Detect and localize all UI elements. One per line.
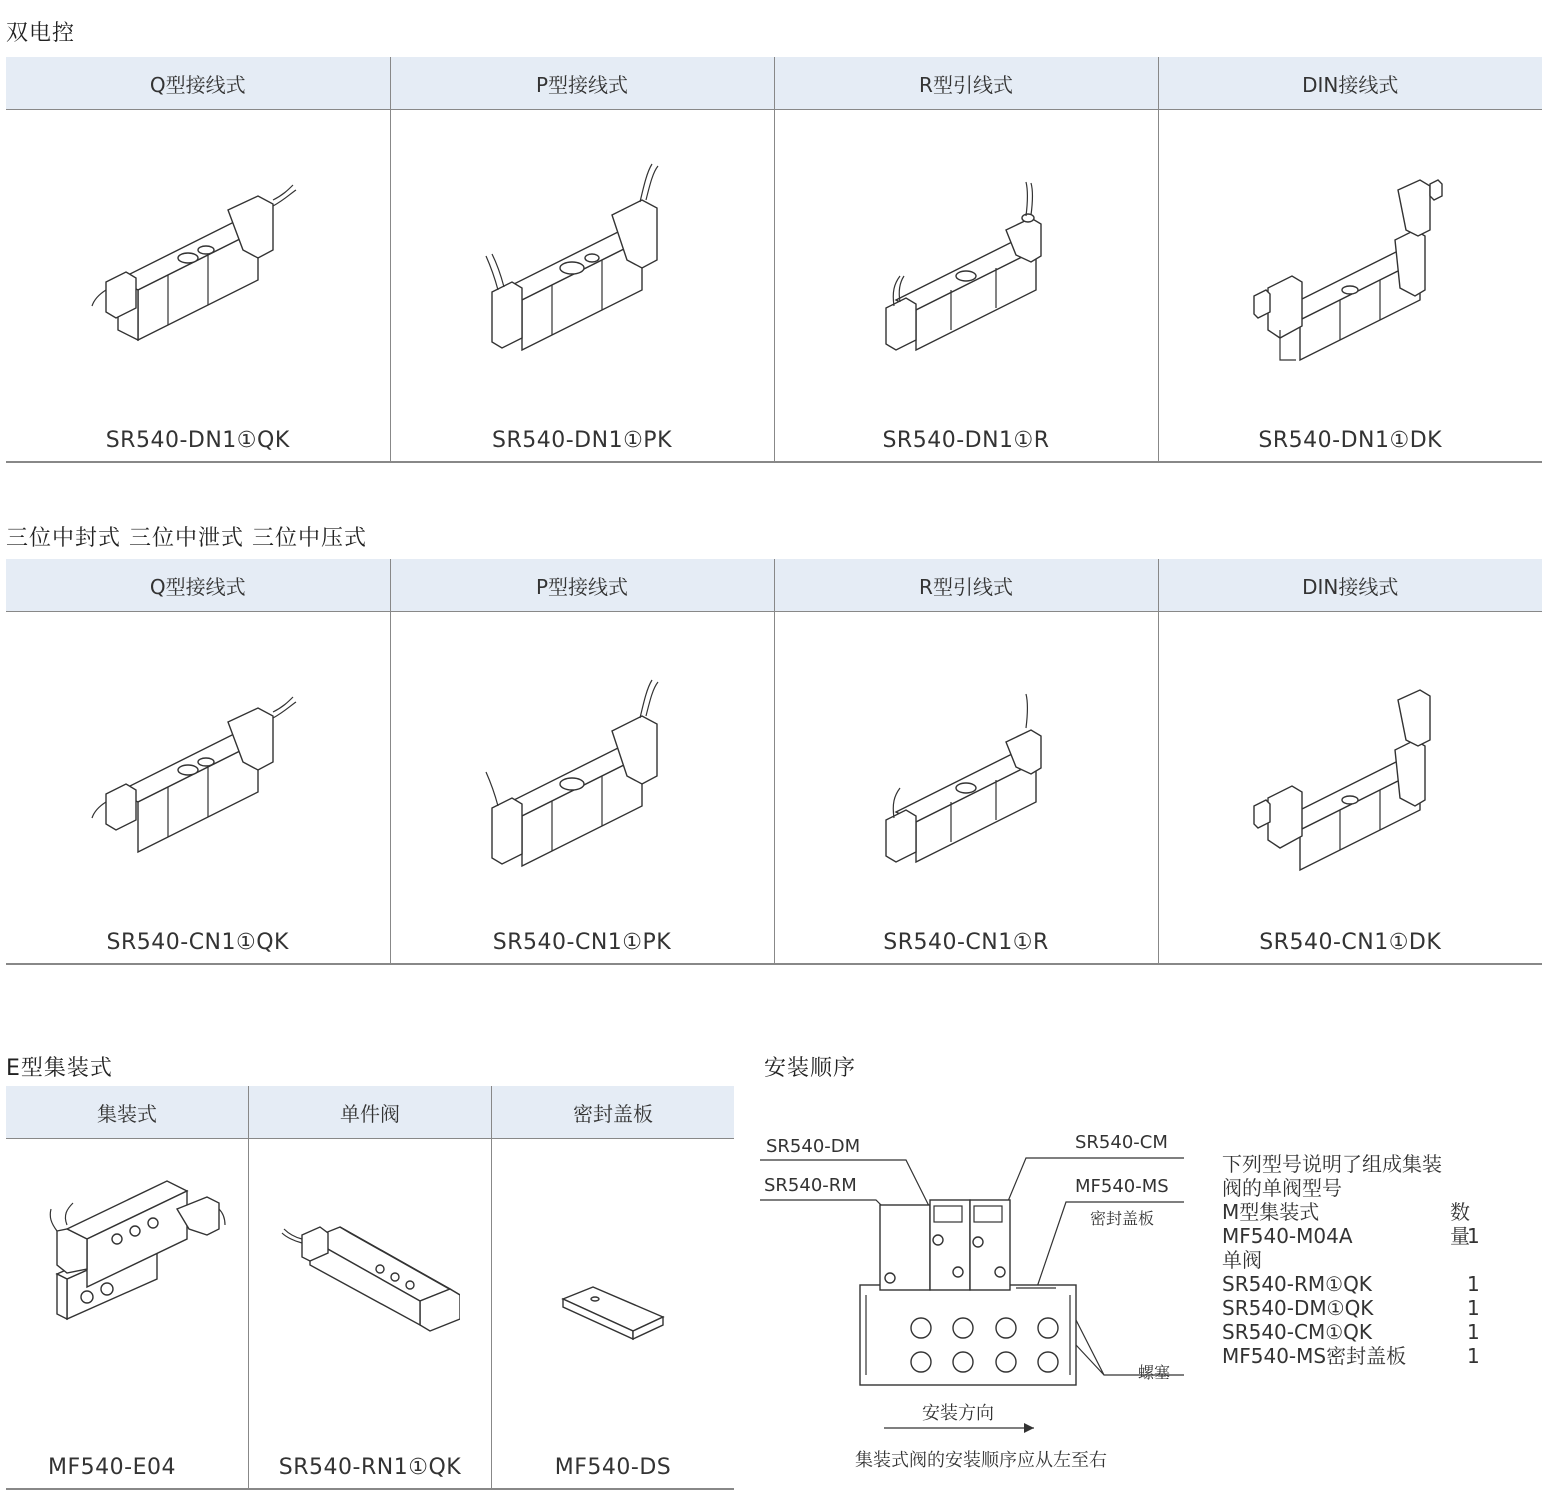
header-din: DIN接线式 xyxy=(1158,57,1542,110)
list-item-qty: 1 xyxy=(1467,1272,1480,1296)
header-cover-plate: 密封盖板 xyxy=(492,1086,735,1139)
cell-three-r xyxy=(774,612,1158,964)
model-three-p: SR540-CN1①PK xyxy=(492,930,672,955)
cell-double-q xyxy=(6,110,390,462)
model-cover-plate: MF540-DS xyxy=(554,1455,672,1480)
list-intro-1: 下列型号说明了组成集装 xyxy=(1222,1152,1442,1176)
table-three xyxy=(6,559,1542,965)
cell-three-p xyxy=(390,612,774,964)
model-three-din: SR540-CN1①DK xyxy=(1259,930,1442,955)
label-plug: 螺塞 xyxy=(1138,1363,1171,1382)
list-item xyxy=(1222,1320,1480,1344)
valve-q-image xyxy=(88,682,308,862)
cell-double-p xyxy=(390,110,774,462)
install-diagram xyxy=(756,1150,1196,1440)
cover-plate-image xyxy=(553,1279,673,1359)
model-double-r: SR540-DN1①R xyxy=(882,428,1050,453)
list-item-name: SR540-DM①QK xyxy=(1222,1296,1374,1320)
valve-r-image xyxy=(856,180,1076,360)
model-single-valve: SR540-RN1①QK xyxy=(278,1455,462,1480)
list-item-name: SR540-RM①QK xyxy=(1222,1272,1372,1296)
list-item-name: 单阀 xyxy=(1222,1248,1262,1272)
list-item-name: SR540-CM①QK xyxy=(1222,1320,1372,1344)
list-item xyxy=(1222,1272,1480,1296)
label-note: 集装式阀的安装顺序应从左至右 xyxy=(855,1450,1107,1471)
list-intro-2: 阀的单阀型号 xyxy=(1222,1176,1342,1200)
section-title-install: 安装顺序 xyxy=(764,1056,857,1081)
list-item-qty: 1 xyxy=(1467,1224,1480,1248)
list-item xyxy=(1222,1296,1480,1320)
model-three-r: SR540-CN1①R xyxy=(883,930,1049,955)
cell-three-q xyxy=(6,612,390,964)
table-double xyxy=(6,57,1542,463)
label-sr540-dm: SR540-DM xyxy=(766,1136,861,1157)
header-p: P型接线式 xyxy=(390,559,774,612)
header-r: R型引线式 xyxy=(774,57,1158,110)
valve-din-image xyxy=(1240,170,1460,370)
valve-din-image xyxy=(1240,680,1460,880)
valve-p-image xyxy=(472,676,692,876)
label-sr540-cm: SR540-CM xyxy=(1075,1132,1168,1153)
list-item xyxy=(1222,1248,1442,1272)
list-item-name: MF540-MS密封盖板 xyxy=(1222,1344,1407,1368)
model-three-q: SR540-CN1①QK xyxy=(106,930,289,955)
header-p: P型接线式 xyxy=(390,57,774,110)
header-din: DIN接线式 xyxy=(1158,559,1542,612)
model-manifold: MF540-E04 xyxy=(48,1455,176,1480)
list-item-qty: 1 xyxy=(1467,1344,1480,1368)
cell-double-r xyxy=(774,110,1158,462)
header-single-valve: 单件阀 xyxy=(249,1086,492,1139)
cell-manifold xyxy=(6,1139,249,1489)
cell-three-din xyxy=(1158,612,1542,964)
section-title-double: 双电控 xyxy=(6,21,76,46)
list-item-qty: 1 xyxy=(1467,1296,1480,1320)
header-manifold: 集装式 xyxy=(6,1086,249,1139)
label-sr540-rm: SR540-RM xyxy=(764,1175,857,1196)
cell-single-valve xyxy=(249,1139,492,1489)
table-manifold xyxy=(6,1086,734,1490)
header-q: Q型接线式 xyxy=(6,57,390,110)
install-list xyxy=(1222,1152,1480,1368)
qty-header: 数量 xyxy=(1450,1200,1470,1248)
list-item-qty: 1 xyxy=(1467,1320,1480,1344)
header-q: Q型接线式 xyxy=(6,559,390,612)
list-item xyxy=(1222,1344,1480,1368)
valve-r-image xyxy=(856,692,1076,872)
model-double-din: SR540-DN1①DK xyxy=(1258,428,1443,453)
header-r: R型引线式 xyxy=(774,559,1158,612)
single-valve-image xyxy=(280,1199,460,1339)
label-cover: 密封盖板 xyxy=(1090,1209,1155,1228)
list-item-name: MF540-M04A xyxy=(1222,1224,1353,1248)
list-item-name: M型集装式 xyxy=(1222,1200,1320,1224)
model-double-q: SR540-DN1①QK xyxy=(105,428,290,453)
cell-cover-plate xyxy=(492,1139,735,1489)
cell-double-din xyxy=(1158,110,1542,462)
valve-q-image xyxy=(88,170,308,350)
label-direction: 安装方向 xyxy=(922,1403,994,1424)
model-double-p: SR540-DN1①PK xyxy=(492,428,672,453)
valve-p-image xyxy=(472,160,692,360)
section-title-three: 三位中封式 三位中泄式 三位中压式 xyxy=(6,526,367,551)
manifold-image xyxy=(27,1169,227,1349)
label-mf540-ms: MF540-MS xyxy=(1075,1176,1169,1197)
section-title-manifold: E型集装式 xyxy=(6,1056,113,1081)
